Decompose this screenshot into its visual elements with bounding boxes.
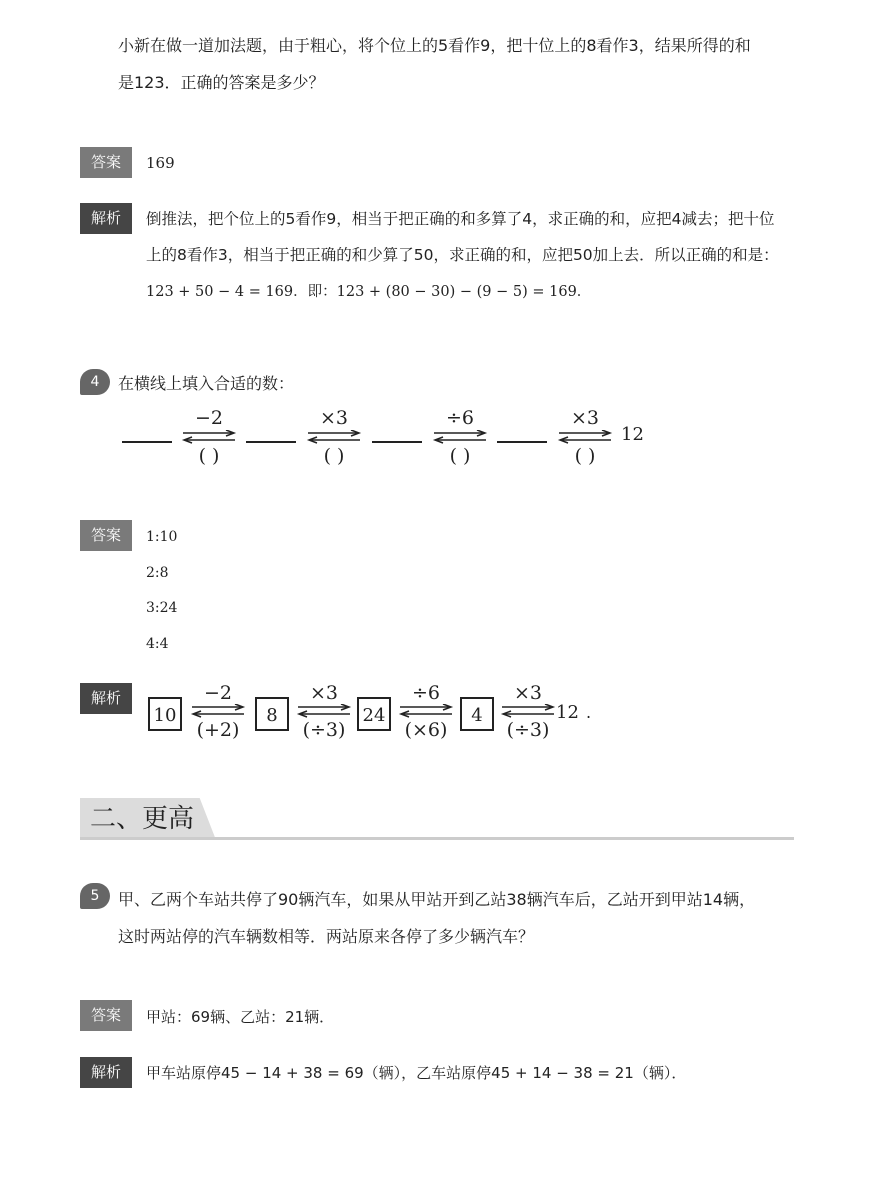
answer-tag: 答案 xyxy=(80,1000,132,1031)
op-label: ×3 xyxy=(513,682,542,704)
answer-box: 8 xyxy=(255,697,289,731)
q5-analysis: 甲车站原停45 − 14 + 38 = 69（辆），乙车站原停45 + 14 − 38 = 21（辆）． xyxy=(146,1064,687,1082)
double-arrow-icon xyxy=(190,704,246,718)
analysis-step-1 xyxy=(190,682,246,744)
blank-line-2 xyxy=(246,441,296,443)
q3-answer: 169 xyxy=(146,154,175,172)
question-number-badge: 4 xyxy=(80,369,110,395)
op-label: ÷6 xyxy=(411,682,440,704)
blank-line-1 xyxy=(122,441,172,443)
analysis-tag: 解析 xyxy=(80,1057,132,1088)
section-title: 二、更高 xyxy=(90,804,195,834)
blank-line-4 xyxy=(497,441,547,443)
chain-step-3 xyxy=(432,405,488,465)
analysis-step-3 xyxy=(398,682,454,744)
analysis-end-value: 12 xyxy=(556,702,579,723)
reverse-op: (÷3) xyxy=(506,719,550,741)
op-label: ×3 xyxy=(309,682,338,704)
op-label: −2 xyxy=(194,407,223,429)
answer-tag: 答案 xyxy=(80,147,132,178)
analysis-tag: 解析 xyxy=(80,683,132,714)
paren-blank: ( ) xyxy=(323,445,345,467)
double-arrow-icon xyxy=(432,430,488,444)
double-arrow-icon xyxy=(296,704,352,718)
double-arrow-icon xyxy=(557,430,613,444)
double-arrow-icon xyxy=(181,430,237,444)
chain-step-1 xyxy=(181,405,237,465)
op-label: ÷6 xyxy=(445,407,474,429)
paren-blank: ( ) xyxy=(449,445,471,467)
q4-answer-3: 3:24 xyxy=(146,600,178,616)
reverse-op: (÷3) xyxy=(302,719,346,741)
q3-analysis-line1: 倒推法，把个位上的5看作9，相当于把正确的和多算了4，求正确的和，应把4减去；把十位 xyxy=(146,210,775,228)
chain-step-2 xyxy=(306,405,362,465)
analysis-period: . xyxy=(586,703,592,722)
double-arrow-icon xyxy=(398,704,454,718)
q4-answer-4: 4:4 xyxy=(146,636,169,652)
answer-box: 4 xyxy=(460,697,494,731)
analysis-tag: 解析 xyxy=(80,203,132,234)
answer-tag: 答案 xyxy=(80,520,132,551)
answer-box: 10 xyxy=(148,697,182,731)
q5-text-line1: 甲、乙两个车站共停了90辆汽车，如果从甲站开到乙站38辆汽车后，乙站开到甲站14辆， xyxy=(118,890,756,909)
section-rule xyxy=(80,837,794,840)
q3-analysis-line2: 上的8看作3，相当于把正确的和少算了50，求正确的和，应把50加上去．所以正确的和是： xyxy=(146,246,779,264)
page-footer-fragment xyxy=(320,1184,550,1191)
paren-blank: ( ) xyxy=(574,445,596,467)
q4-text: 在横线上填入合适的数： xyxy=(118,374,295,393)
double-arrow-icon xyxy=(306,430,362,444)
op-label: ×3 xyxy=(570,407,599,429)
analysis-step-2 xyxy=(296,682,352,744)
question-number-badge: 5 xyxy=(80,883,110,909)
reverse-op: (+2) xyxy=(196,719,240,741)
chain-step-4 xyxy=(557,405,613,465)
reverse-op: (×6) xyxy=(404,719,448,741)
op-label: ×3 xyxy=(319,407,348,429)
end-value: 12 xyxy=(621,424,644,445)
q3-text-line2: 是123．正确的答案是多少？ xyxy=(118,73,325,92)
section-header xyxy=(80,798,794,840)
q4-answer-2: 2:8 xyxy=(146,565,169,581)
op-label: −2 xyxy=(203,682,232,704)
q4-answer-1: 1:10 xyxy=(146,529,178,545)
blank-line-3 xyxy=(372,441,422,443)
analysis-step-4 xyxy=(500,682,556,744)
q3-text-line1: 小新在做一道加法题，由于粗心，将个位上的5看作9，把十位上的8看作3，结果所得的和 xyxy=(118,36,751,55)
q5-answer: 甲站：69辆、乙站：21辆． xyxy=(146,1008,335,1026)
q5-text-line2: 这时两站停的汽车辆数相等．两站原来各停了多少辆汽车？ xyxy=(118,927,535,946)
double-arrow-icon xyxy=(500,704,556,718)
paren-blank: ( ) xyxy=(198,445,220,467)
q3-analysis-line3: 123 + 50 − 4 = 169．即：123 + (80 − 30) − (9 − 5) = 169． xyxy=(146,284,592,300)
answer-box: 24 xyxy=(357,697,391,731)
